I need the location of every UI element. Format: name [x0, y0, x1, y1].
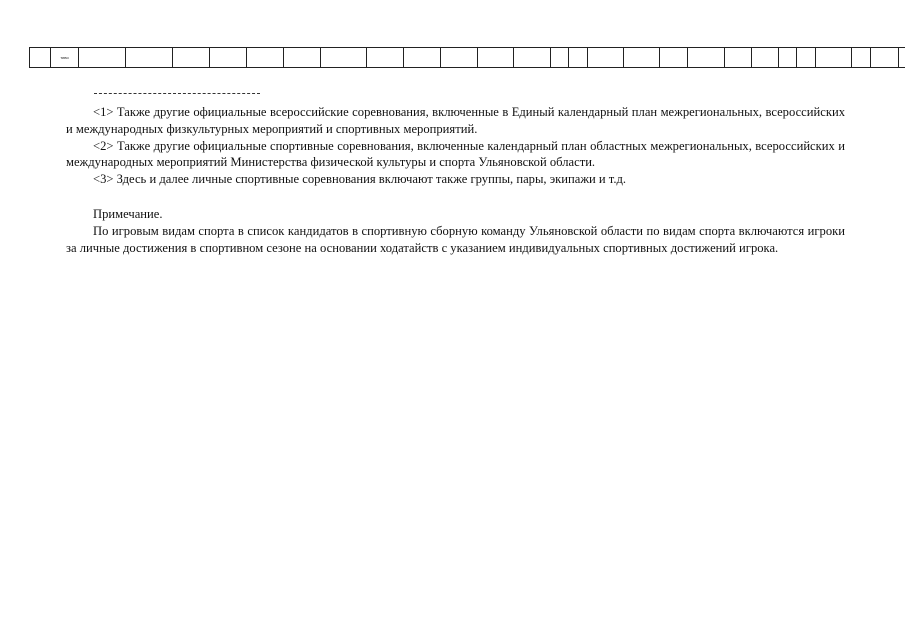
- notes-section: [66, 104, 845, 256]
- table-cell: [752, 48, 779, 68]
- table-cell: [624, 48, 660, 68]
- table-cell: [210, 48, 247, 68]
- table-cell: [779, 48, 797, 68]
- table-cell: [871, 48, 899, 68]
- table-cell: [284, 48, 321, 68]
- table-cell: [688, 48, 725, 68]
- table-cell: [247, 48, 284, 68]
- footnote-separator: [94, 93, 260, 94]
- table-cell: [588, 48, 624, 68]
- table-cell: [173, 48, 210, 68]
- table-cell: [126, 48, 173, 68]
- table-cell: [367, 48, 404, 68]
- table-cell: [404, 48, 441, 68]
- table-cell: тиво: [51, 48, 79, 68]
- footnote-2: <2> Также другие официальные спортивные соревнования, включенные календарный план областных межрегиональных, всероссийских и международных мероприятий Министерства физической культуры и спорта Ульяновской области.: [66, 138, 845, 170]
- table-cell: [569, 48, 588, 68]
- table-cell: [725, 48, 752, 68]
- footnote-3: <3> Здесь и далее личные спортивные соревнования включают также группы, пары, экипажи и т.д.: [93, 172, 627, 187]
- table-cell: [899, 48, 905, 68]
- table-cell: [551, 48, 569, 68]
- table-cell: [79, 48, 126, 68]
- note-heading: Примечание.: [93, 206, 163, 221]
- table-strip: [29, 47, 905, 68]
- table-cell: [797, 48, 816, 68]
- note-text: По игровым видам спорта в список кандидатов в спортивную сборную команду Ульяновской области по видам спорта включаются игроки за личные достижения в спортивном сезоне на основании ходатайств с указанием индивидуальных спортивных достижений игрока.: [66, 223, 845, 255]
- footnote-1: <1> Также другие официальные всероссийские соревнования, включенные в Единый календарный план межрегиональных, всероссийских и международных физкультурных мероприятий и спортивных мероприятий.: [66, 105, 845, 136]
- table-row: [30, 48, 905, 68]
- table-cell: [852, 48, 871, 68]
- table-cell: [30, 48, 51, 68]
- table-cell: [514, 48, 551, 68]
- table-cell: [478, 48, 514, 68]
- table-cell: [321, 48, 367, 68]
- table-cell: [441, 48, 478, 68]
- table-cell: [816, 48, 852, 68]
- table-cell: [660, 48, 688, 68]
